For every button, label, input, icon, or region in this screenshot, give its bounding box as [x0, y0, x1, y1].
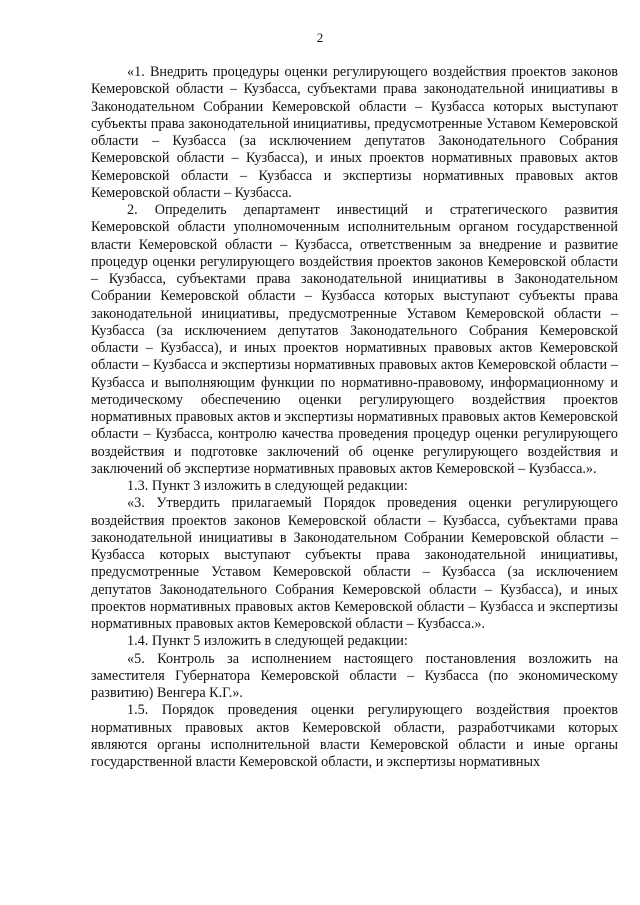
paragraph-clause-1-3: 1.3. Пункт 3 изложить в следующей редакции: [127, 478, 408, 494]
paragraph-item-2: 2. Определить департамент инвестиций и стратегического развития Кемеровской области уполномоченным исполнительным органом государственной власти Кемеровской области – Кузбасса, ответственным за внедрение и развитие процедур оценки регулирующего воздействия проектов законов Кемеровской области – Кузбасса, субъектами права законодательной инициативы в Законодательном Собрании Кемеровской области – Кузбасса которых выступают субъекты права законодательной инициативы, предусмотренные Уставом Кемеровской области – Кузбасса (за исключением депутатов Законодательного Собрания Кемеровской области – Кузбасса), и иных проектов нормативных правовых актов Кемеровской области – Кузбасса и экспертизы нормативных правовых актов Кемеровской области – Кузбасса и выполняющим функции по нормативно-правовому, информационному и методическому обеспечению оценки регулирующего воздействия проектов нормативных правовых актов и экспертизы нормативных правовых актов Кемеровской области – Кузбасса, контролю качества проведения процедур оценки регулирующего воздействия и подготовке заключений об оценке регулирующего воздействия и заключений об экспертизе нормативных правовых актов Кемеровской – Кузбасса.». [91, 202, 618, 477]
document-body [91, 64, 618, 771]
paragraph-item-3: «3. Утвердить прилагаемый Порядок проведения оценки регулирующего воздействия проектов законов Кемеровской области – Кузбасса, субъектами права законодательной инициативы в Законодательном Собрании Кемеровской области – Кузбасса которых выступают субъекты права законодательной инициативы, предусмотренные Уставом Кемеровской области – Кузбасса (за исключением депутатов Законодательного Собрания Кемеровской области – Кузбасса), и иных проектов нормативных правовых актов Кемеровской области – Кузбасса и экспертизы нормативных правовых актов Кемеровской области – Кузбасса.». [91, 495, 618, 632]
page-number: 2 [316, 30, 324, 45]
paragraph-clause-1-4: 1.4. Пункт 5 изложить в следующей редакции: [127, 633, 408, 650]
paragraph-item-5: «5. Контроль за исполнением настоящего постановления возложить на заместителя Губернатора Кемеровской области – Кузбасса (по экономическому развитию) Венгера К.Г.». [91, 650, 618, 701]
paragraph-clause-1-5: 1.5. Порядок проведения оценки регулирующего воздействия проектов нормативных правовых актов Кемеровской области, разработчиками которых являются органы исполнительной власти Кемеровской области и иные органы государственной власти Кемеровской области, и экспертизы нормативных [91, 702, 618, 770]
paragraph-item-1: «1. Внедрить процедуры оценки регулирующего воздействия проектов законов Кемеровской области – Кузбасса, субъектами права законодательной инициативы в Законодательном Собрании Кемеровской области – Кузбасса которых выступают субъекты права законодательной инициативы, предусмотренные Уставом Кемеровской области – Кузбасса (за исключением депутатов Законодательного Собрания Кемеровской области – Кузбасса), и иных проектов нормативных правовых актов Кемеровской области – Кузбасса и экспертизы нормативных правовых актов Кемеровской области – Кузбасса. [91, 64, 618, 201]
